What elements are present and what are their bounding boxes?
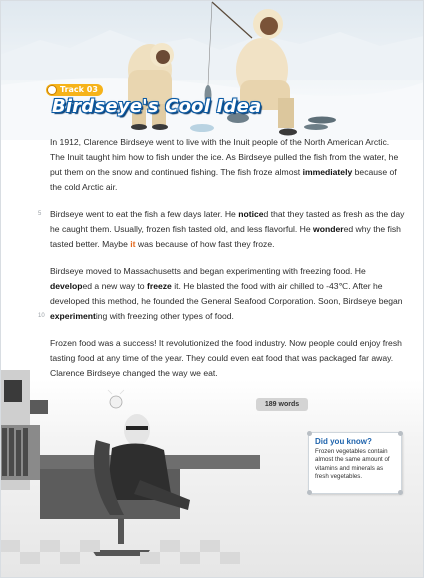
audio-track-badge[interactable]: Track 03 [46, 84, 103, 96]
vocab-word: experiment [50, 311, 96, 321]
vocab-word: notice [238, 209, 264, 219]
vocab-word: wonder [313, 224, 344, 234]
pin-icon [398, 431, 403, 436]
story-text [38, 135, 406, 393]
line-number: 5 [38, 211, 42, 217]
word-count-badge: 189 words [256, 398, 308, 411]
pin-icon [398, 490, 403, 495]
did-you-know-text: Frozen vegetables contain almost the same amount of vitamins and minerals as fresh vegetables. [315, 448, 390, 481]
pin-icon [307, 431, 312, 436]
pin-icon [307, 490, 312, 495]
ice-fishing-illustration [0, 0, 424, 140]
vocab-word: immediately [302, 167, 353, 177]
paragraph: Frozen food was a success! It revolutionized the food industry. Now people could enjoy fresh tasting food at any time of the year. They could even eat food that was packaged far away. Clarence Birdseye changed the way we eat. [50, 338, 402, 378]
paragraph: 10 Birdseye moved to Massachusetts and began experimenting with freezing food. He developed a new way to freeze it. He blasted the food with air chilled to -43℃. After he developed this method, he founded the General Seafood Corporation. Soon, Birdseye began experimenting with freezing other types of food. [50, 264, 406, 324]
vocab-word: freeze [146, 281, 172, 291]
paragraph: 5 Birdseye went to eat the fish a few days later. He noticed that they tasted as fresh as the day he caught them. Usually, frozen fish tasted old, and less flavorful. He wondered why the fish tasted better. Maybe it was because of how fast they froze. [38, 209, 405, 249]
paragraph: In 1912, Clarence Birdseye went to live with the Inuit people of the North American Arctic. The Inuit taught him how to fish under the ice. As Birdseye pulled the fish from the water, he put them on the snow and continued fishing. The fish froze almost immediately because of the cold Arctic air. [50, 137, 399, 192]
did-you-know-title: Did you know? [315, 437, 372, 446]
did-you-know-box [308, 432, 402, 494]
line-number: 10 [38, 313, 45, 319]
vocab-word: develop [50, 281, 83, 291]
page-title: Birdseye's Cool Idea [52, 96, 262, 117]
reference-word: it [130, 239, 136, 249]
